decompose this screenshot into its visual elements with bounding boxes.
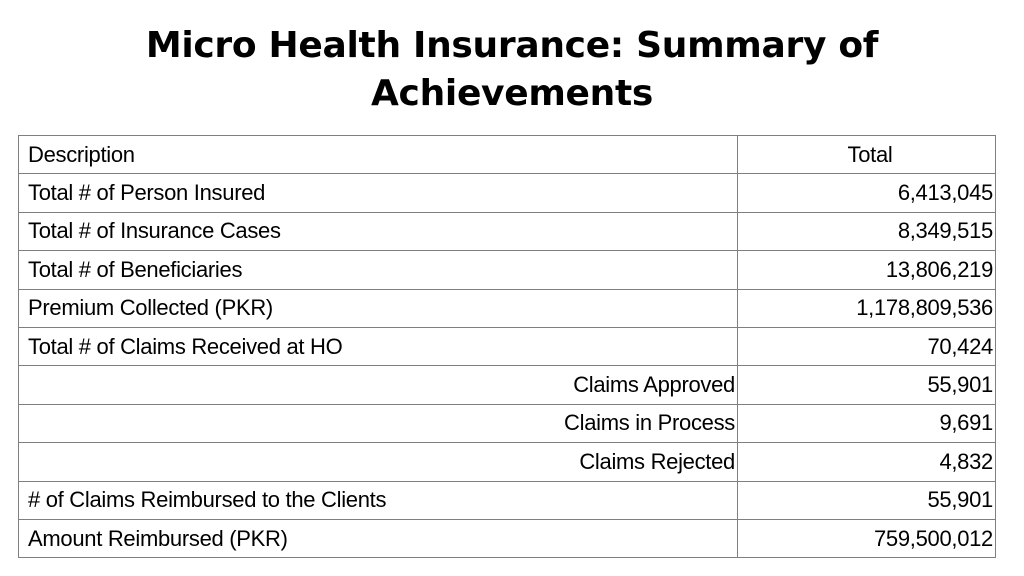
- table-row: [19, 289, 996, 327]
- row-total: 55,901: [738, 481, 996, 519]
- row-description: Premium Collected (PKR): [19, 289, 738, 327]
- row-total: 13,806,219: [738, 251, 996, 289]
- summary-table: [18, 135, 996, 558]
- row-total: 1,178,809,536: [738, 289, 996, 327]
- table-row: [19, 327, 996, 365]
- row-description: Amount Reimbursed (PKR): [19, 519, 738, 557]
- row-description: Total # of Person Insured: [19, 174, 738, 212]
- row-description: Total # of Beneficiaries: [19, 251, 738, 289]
- row-description: # of Claims Reimbursed to the Clients: [19, 481, 738, 519]
- row-total: 70,424: [738, 327, 996, 365]
- table-header-row: [19, 136, 996, 174]
- title-line-2: Achievements: [370, 73, 654, 114]
- header-total: Total: [738, 136, 996, 174]
- row-total: 55,901: [738, 366, 996, 404]
- row-description: Total # of Claims Received at HO: [19, 327, 738, 365]
- table-row: [19, 519, 996, 557]
- table-row-sub: [19, 366, 996, 404]
- row-total: 6,413,045: [738, 174, 996, 212]
- row-description: Claims in Process: [19, 404, 738, 442]
- title-line-1: Micro Health Insurance: Summary of: [145, 25, 879, 66]
- table-row: [19, 251, 996, 289]
- header-description: Description: [19, 136, 738, 174]
- row-total: 759,500,012: [738, 519, 996, 557]
- table-row-sub: [19, 443, 996, 481]
- table-row-sub: [19, 404, 996, 442]
- page-title: [0, 22, 1024, 118]
- row-total: 8,349,515: [738, 212, 996, 250]
- row-description: Claims Approved: [19, 366, 738, 404]
- row-description: Total # of Insurance Cases: [19, 212, 738, 250]
- row-description: Claims Rejected: [19, 443, 738, 481]
- row-total: 9,691: [738, 404, 996, 442]
- table-row: [19, 212, 996, 250]
- table-row: [19, 174, 996, 212]
- table-row: [19, 481, 996, 519]
- row-total: 4,832: [738, 443, 996, 481]
